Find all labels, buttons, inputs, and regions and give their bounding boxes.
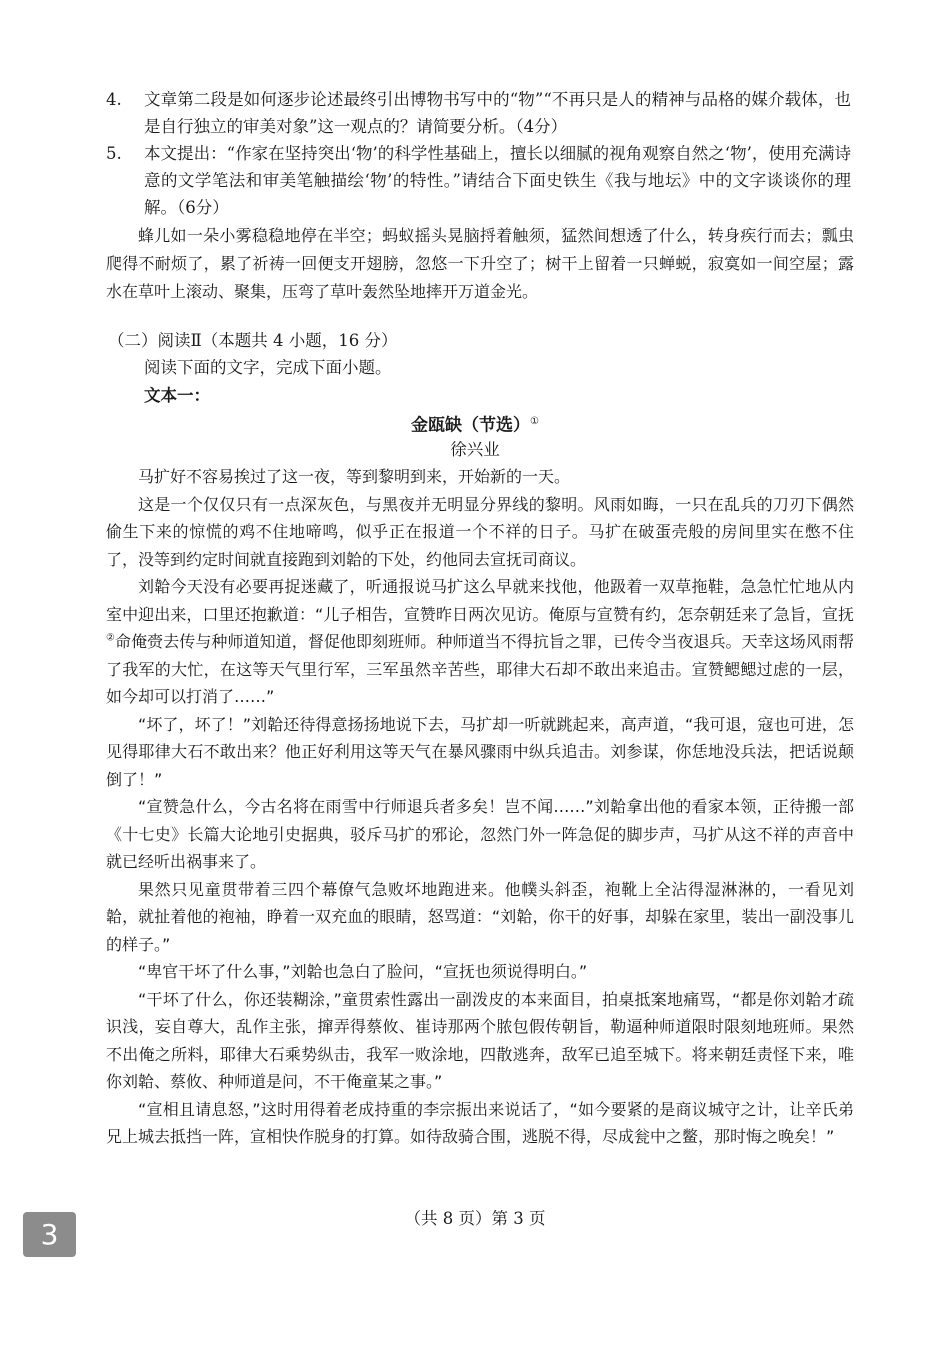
story-paragraph: “干坏了什么，你还装糊涂，”童贯索性露出一副泼皮的本来面目，拍桌抵案地痛骂，“都是你刘韐才疏识浅，妄自尊大，乱作主张，撺弄得蔡攸、崔诗那两个脓包假传朝旨，勒逼种师道限时限刻地班师。果然不出俺之所料，耶律大石乘势纵击，我军一败涂地，四散逃奔，敌军已追至城下。将来朝廷责怪下来，唯你刘韐、蔡攸、种师道是问，不干俺童某之事。” <box>106 989 854 1091</box>
question-4-number: 4. <box>106 90 122 109</box>
story-paragraph: 果然只见童贯带着三四个幕僚气急败坏地跑进来。他幞头斜歪，袍靴上全沾得湿淋淋的，一看见刘韐，就扯着他的袍袖，睁着一双充血的眼睛，怒骂道：“刘韐，你干的好事，却躲在家里，装出一副没事儿的样子。” <box>106 879 854 954</box>
question-4-text: 文章第二段是如何逐步论述最终引出博物书写中的“物”“不再只是人的精神与品格的媒介载体，也是自行独立的审美对象”这一观点的？请简要分析。（4分） <box>144 90 851 136</box>
story-paragraph <box>106 573 854 711</box>
question-5-text: 本文提出：“作家在坚持突出‘物’的科学性基础上，擅长以细腻的视角观察自然之‘物’，使用充满诗意的文学笔法和审美笔触描绘‘物’的特性。”请结合下面史铁生《我与地坛》中的文字谈谈你的理解。（6分） <box>144 144 851 217</box>
story-paragraph: “卑官干坏了什么事，”刘韐也急白了脸问，“宣抚也须说得明白。” <box>138 962 588 981</box>
story-paragraph-tail: 命俺赍去传与种师道知道，督促他即刻班师。种师道当不得抗旨之罪，已传令当夜退兵。天幸这场风雨帮了我军的大忙，在这等天气里行军，三军虽然辛苦些，耶律大石却不敢出来追击。宣赞鳃鳃过虑的一层，如今却可以打消了……” <box>106 632 854 706</box>
page-number-badge: 3 <box>23 1212 76 1257</box>
question-5 <box>106 140 851 221</box>
section-instruction: 阅读下面的文字，完成下面小题。 <box>144 358 392 377</box>
question-4 <box>106 86 851 140</box>
story-paragraph-head: 刘韐今天没有必要再捉迷藏了，听通报说马扩这么早就来找他，他趿着一双草拖鞋，急急忙忙地从内室中迎出来，口里还抱歉道：“儿子相告，宣赞昨日两次见访。俺原与宣赞有约，怎奈朝廷来了急旨，宣抚 <box>106 577 854 624</box>
page-footer: （共 8 页）第 3 页 <box>404 1209 546 1228</box>
text-label: 文本一： <box>144 386 210 405</box>
question-5-number: 5. <box>106 144 122 163</box>
story-paragraph: 马扩好不容易挨过了这一夜，等到黎明到来，开始新的一天。 <box>138 467 571 486</box>
story-paragraph: “宣相且请息怒，”这时用得着老成持重的李宗振出来说话了，“如今要紧的是商议城守之计，让辛氏弟兄上城去抵挡一阵，宣相快作脱身的打算。如待敌骑合围，逃脱不得，尽成瓮中之鳖，那时悔之晚矣！” <box>106 1099 854 1146</box>
quoted-passage: 蜂儿如一朵小雾稳稳地停在半空；蚂蚁摇头晃脑捋着触须，猛然间想透了什么，转身疾行而去；瓢虫爬得不耐烦了，累了祈祷一回便支开翅膀，忽悠一下升空了；树干上留着一只蝉蜕，寂寞如一间空屋；露水在草叶上滚动、聚集，压弯了草叶轰然坠地摔开万道金光。 <box>106 226 854 301</box>
story-author: 徐兴业 <box>450 440 500 459</box>
story-title-note: ① <box>530 416 539 427</box>
footnote-marker: ② <box>106 632 116 644</box>
story-paragraph: 这是一个仅仅只有一点深灰色，与黑夜并无明显分界线的黎明。风雨如晦，一只在乱兵的刀刃下偶然偷生下来的惊慌的鸡不住地啼鸣，似乎正在报道一个不祥的日子。马扩在破蛋壳般的房间里实在憋不住了，没等到约定时间就直接跑到刘韐的下处，约他同去宣抚司商议。 <box>106 494 854 569</box>
story-body <box>106 463 854 1151</box>
story-paragraph: “宣赞急什么，今古名将在雨雪中行师退兵者多矣！岂不闻……”刘韐拿出他的看家本领，正待搬一部《十七史》长篇大论地引史据典，驳斥马扩的邪论，忽然门外一阵急促的脚步声，马扩从这不祥的声音中就已经听出祸事来了。 <box>106 797 854 871</box>
story-title-text: 金瓯缺（节选） <box>411 415 531 436</box>
story-paragraph: “坏了，坏了！”刘韐还待得意扬扬地说下去，马扩却一听就跳起来，高声道，“我可退，寇也可进，怎见得耶律大石不敢出来？他正好利用这等天气在暴风骤雨中纵兵追击。刘参谋，你恁地没兵法，把话说颠倒了！” <box>106 714 854 789</box>
story-title <box>0 409 950 439</box>
section-title: （二）阅读Ⅱ（本题共 4 小题，16 分） <box>108 331 398 350</box>
